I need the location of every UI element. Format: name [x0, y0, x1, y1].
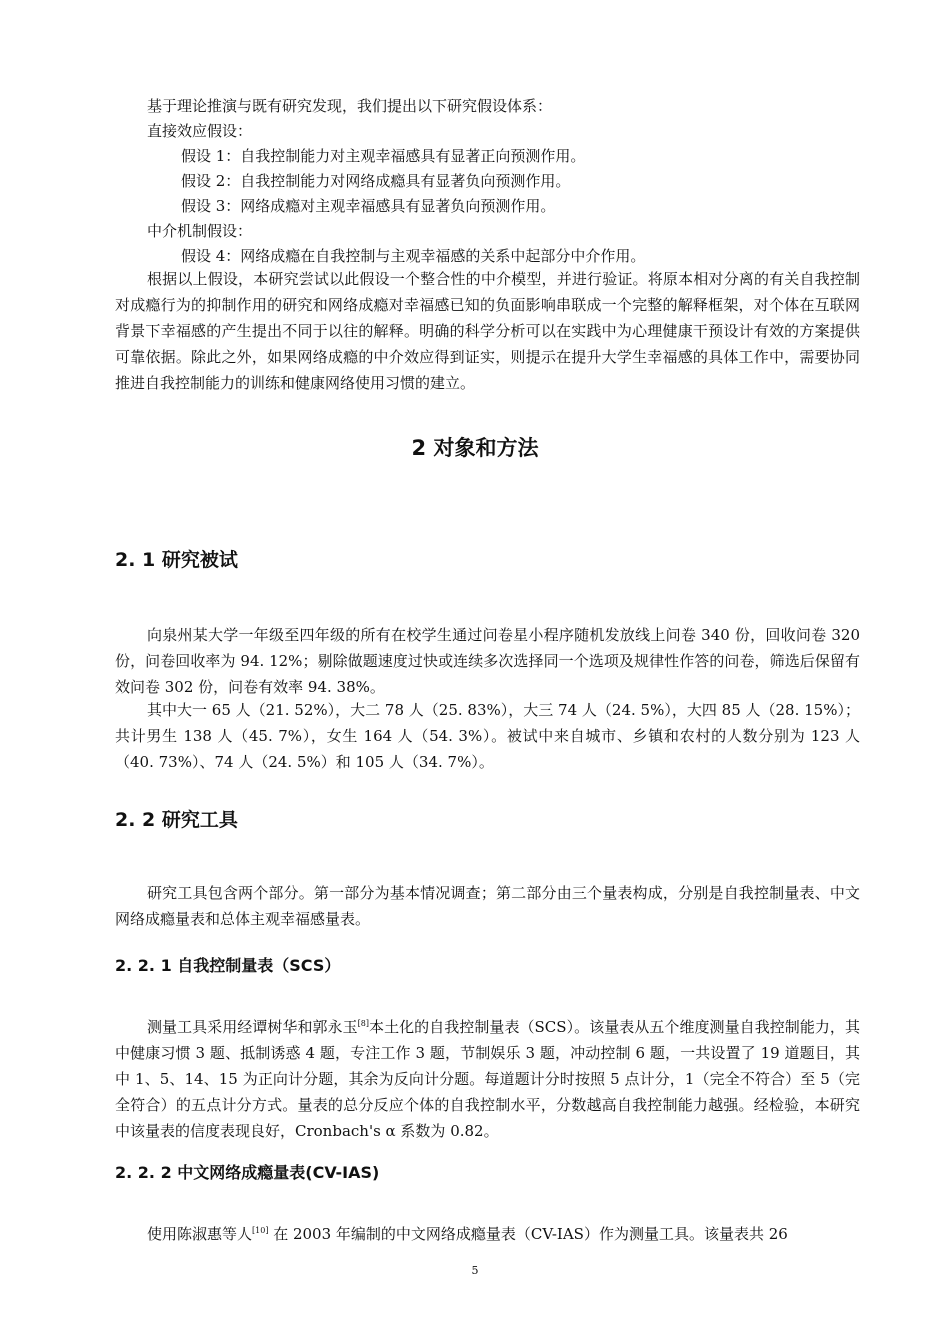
hypothesis-1: 假设 1：自我控制能力对主观幸福感具有显著正向预测作用。 — [181, 147, 586, 165]
text-span: 使用陈淑惠等人 — [147, 1225, 253, 1243]
direct-effect-label: 直接效应假设： — [147, 122, 253, 140]
subsection-2-2-paragraph: 研究工具包含两个部分。第一部分为基本情况调查；第二部分由三个量表构成，分别是自我控制量表、中文网络成瘾量表和总体主观幸福感量表。 — [115, 884, 860, 928]
subsection-2-1-paragraph-2: 其中大一 65 人（21. 52%），大二 78 人（25. 83%），大三 74 人（24. 5%），大四 85 人（28. 15%）；共计男生 138 人（45. 7%），女生 164 人（54. 3%）。被试中来自城市、乡镇和农村的人数分别为 123 人（40. 73%）、74 人（24. 5%）和 105 人（34. 7%）。 — [115, 701, 860, 771]
subsection-2-2-2-title: 2. 2. 2 中文网络成瘾量表(CV-IAS) — [115, 1163, 380, 1182]
text-span: 在 2003 年编制的中文网络成瘾量表（CV-IAS）作为测量工具。该量表共 26 — [268, 1225, 788, 1243]
intro-paragraph: 根据以上假设，本研究尝试以此假设一个整合性的中介模型，并进行验证。将原本相对分离的有关自我控制对成瘾行为的抑制作用的研究和网络成瘾对幸福感已知的负面影响串联成一个完整的解释框架，对个体在互联网背景下幸福感的产生提出不同于以往的解释。明确的科学分析可以在实践中为心理健康干预设计有效的方案提供可靠依据。除此之外，如果网络成瘾的中介效应得到证实，则提示在提升大学生幸福感的具体工作中，需要协同推进自我控制能力的训练和健康网络使用习惯的建立。 — [115, 270, 860, 392]
subsection-2-2-1-title: 2. 2. 1 自我控制量表（SCS） — [115, 956, 341, 975]
subsection-2-1-paragraph-1: 向泉州某大学一年级至四年级的所有在校学生通过问卷星小程序随机发放线上问卷 340 份，回收问卷 320 份，问卷回收率为 94. 12%；剔除做题速度过快或连续多次选择同一个选项及规律性作答的问卷，筛选后保留有效问卷 302 份，问卷有效率 94. 38%。 — [115, 626, 860, 696]
text-span: 测量工具采用经谭树华和郭永玉 — [147, 1018, 358, 1036]
text-span: 本土化的自我控制量表（SCS）。该量表从五个维度测量自我控制能力，其中健康习惯 3 题、抵制诱惑 4 题，专注工作 3 题，节制娱乐 3 题，冲动控制 6 题，一共设置了 19 道题目，其中 1、5、14、15 为正向计分题，其余为反向计分题。每道题计分时按照 5 点计分，1（完全不符合）至 5（完全符合）的五点计分方式。量表的总分反应个体的自我控制水平，分数越高自我控制能力越强。经检验，本研究中该量表的信度表现良好，Cronbach's α 系数为 0.82。 — [115, 1018, 860, 1140]
hypothesis-4: 假设 4：网络成瘾在自我控制与主观幸福感的关系中起部分中介作用。 — [181, 247, 646, 265]
subsection-2-2-title: 2. 2 研究工具 — [115, 809, 238, 831]
hypothesis-2: 假设 2：自我控制能力对网络成瘾具有显著负向预测作用。 — [181, 172, 571, 190]
subsection-2-2-2-paragraph — [115, 1221, 860, 1247]
page-number: 5 — [471, 1264, 479, 1277]
subsection-2-2-1-paragraph — [115, 1014, 860, 1144]
hypothesis-3: 假设 3：网络成瘾对主观幸福感具有显著负向预测作用。 — [181, 197, 556, 215]
mediation-label: 中介机制假设： — [147, 222, 253, 240]
citation-ref: [8] — [357, 1019, 369, 1028]
intro-line: 基于理论推演与既有研究发现，我们提出以下研究假设体系： — [147, 97, 553, 115]
citation-ref: [10] — [252, 1226, 269, 1235]
section-title: 2 对象和方法 — [411, 436, 539, 460]
subsection-2-1-title: 2. 1 研究被试 — [115, 549, 238, 571]
